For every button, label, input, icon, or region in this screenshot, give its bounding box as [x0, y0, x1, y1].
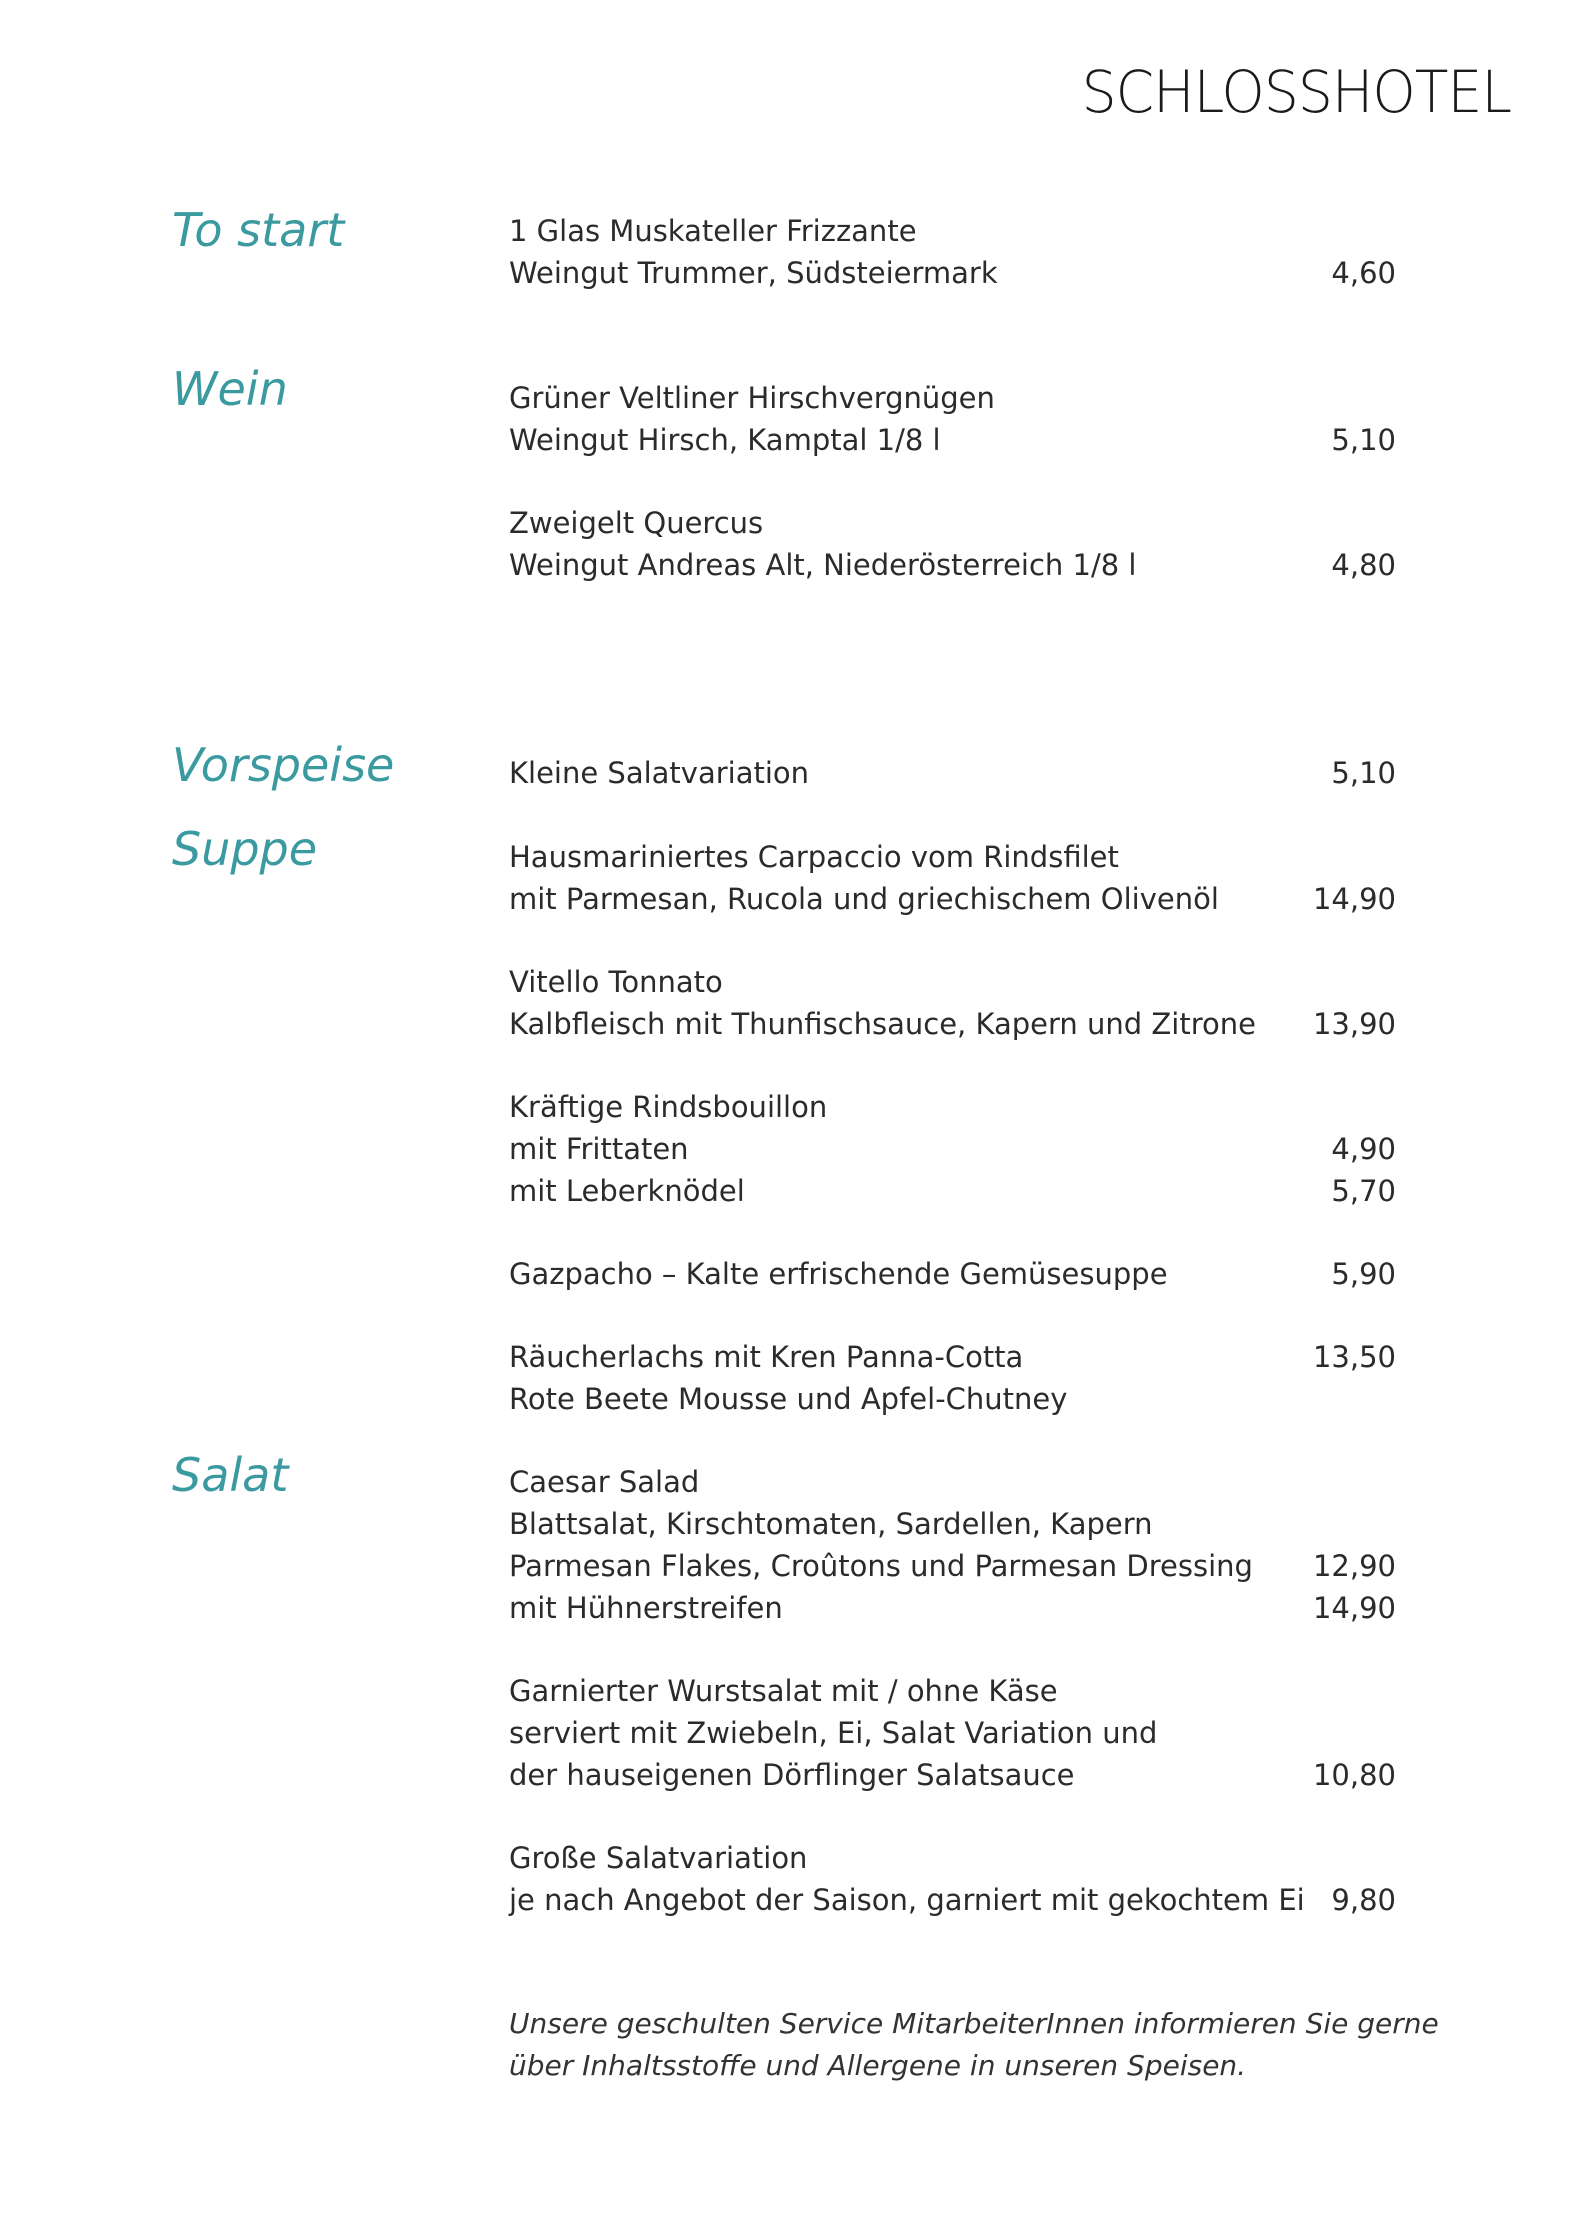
menu-item-price: 5,90 [1331, 1257, 1396, 1291]
menu-item-price: 10,80 [1312, 1758, 1396, 1792]
menu-item-text: Kalbfleisch mit Thunfischsauce, Kapern und Zitrone [509, 1007, 1256, 1041]
menu-item-price: 13,90 [1312, 1007, 1396, 1041]
menu-item-price: 4,80 [1331, 548, 1396, 582]
menu-item-text: Gazpacho – Kalte erfrischende Gemüsesuppe [509, 1257, 1168, 1291]
menu-item-text: je nach Angebot der Saison, garniert mit gekochtem Ei [509, 1883, 1305, 1917]
menu-item-text: Kräftige Rindsbouillon [509, 1090, 828, 1124]
menu-item-text: mit Parmesan, Rucola und griechischem Olivenöl [509, 882, 1219, 916]
menu-item-text: Grüner Veltliner Hirschvergnügen [509, 381, 995, 415]
menu-item-price: 5,70 [1331, 1174, 1396, 1208]
section-vorspeise: Vorspeise [172, 738, 395, 792]
menu-item-text: Weingut Trummer, Südsteiermark [509, 256, 998, 290]
menu-item-price: 13,50 [1312, 1340, 1396, 1374]
menu-item-price: 14,90 [1312, 1591, 1396, 1625]
menu-item-text: mit Hühnerstreifen [509, 1591, 783, 1625]
menu-item-price: 5,10 [1331, 756, 1396, 790]
allergen-note-line-1: Unsere geschulten Service MitarbeiterInnen informieren Sie gerne [509, 2007, 1439, 2040]
menu-item-price: 5,10 [1331, 423, 1396, 457]
menu-item-text: mit Leberknödel [509, 1174, 745, 1208]
menu-item-text: serviert mit Zwiebeln, Ei, Salat Variation und [509, 1716, 1158, 1750]
menu-item-price: 4,90 [1331, 1132, 1396, 1166]
menu-item-text: Parmesan Flakes, Croûtons und Parmesan Dressing [509, 1549, 1253, 1583]
menu-item-text: Blattsalat, Kirschtomaten, Sardellen, Kapern [509, 1507, 1153, 1541]
menu-item-text: Große Salatvariation [509, 1841, 808, 1875]
menu-item-price: 12,90 [1312, 1549, 1396, 1583]
menu-item-text: Hausmariniertes Carpaccio vom Rindsfilet [509, 840, 1119, 874]
menu-item-text: Räucherlachs mit Kren Panna-Cotta [509, 1340, 1024, 1374]
section-suppe: Suppe [172, 822, 318, 876]
section-salat: Salat [172, 1448, 289, 1502]
menu-item-price: 9,80 [1331, 1883, 1396, 1917]
menu-item-text: mit Frittaten [509, 1132, 689, 1166]
menu-item-text: Caesar Salad [509, 1465, 700, 1499]
menu-item-text: Kleine Salatvariation [509, 756, 810, 790]
section-to-start: To start [172, 203, 345, 257]
menu-item-price: 14,90 [1312, 882, 1396, 916]
menu-item-text: Vitello Tonnato [509, 965, 723, 999]
menu-item-text: Rote Beete Mousse und Apfel-Chutney [509, 1382, 1068, 1416]
menu-item-text: Zweigelt Quercus [509, 506, 764, 540]
menu-item-text: Weingut Andreas Alt, Niederösterreich 1/8 l [509, 548, 1137, 582]
menu-item-text: der hauseigenen Dörflinger Salatsauce [509, 1758, 1075, 1792]
section-wein: Wein [172, 362, 288, 416]
menu-item-text: Weingut Hirsch, Kamptal 1/8 l [509, 423, 941, 457]
menu-item-price: 4,60 [1331, 256, 1396, 290]
allergen-note-line-2: über Inhaltsstoffe und Allergene in unseren Speisen. [509, 2049, 1247, 2082]
brand-logo: SCHLOSSHOTEL [1081, 58, 1511, 126]
menu-item-text: 1 Glas Muskateller Frizzante [509, 214, 917, 248]
menu-item-text: Garnierter Wurstsalat mit / ohne Käse [509, 1674, 1058, 1708]
